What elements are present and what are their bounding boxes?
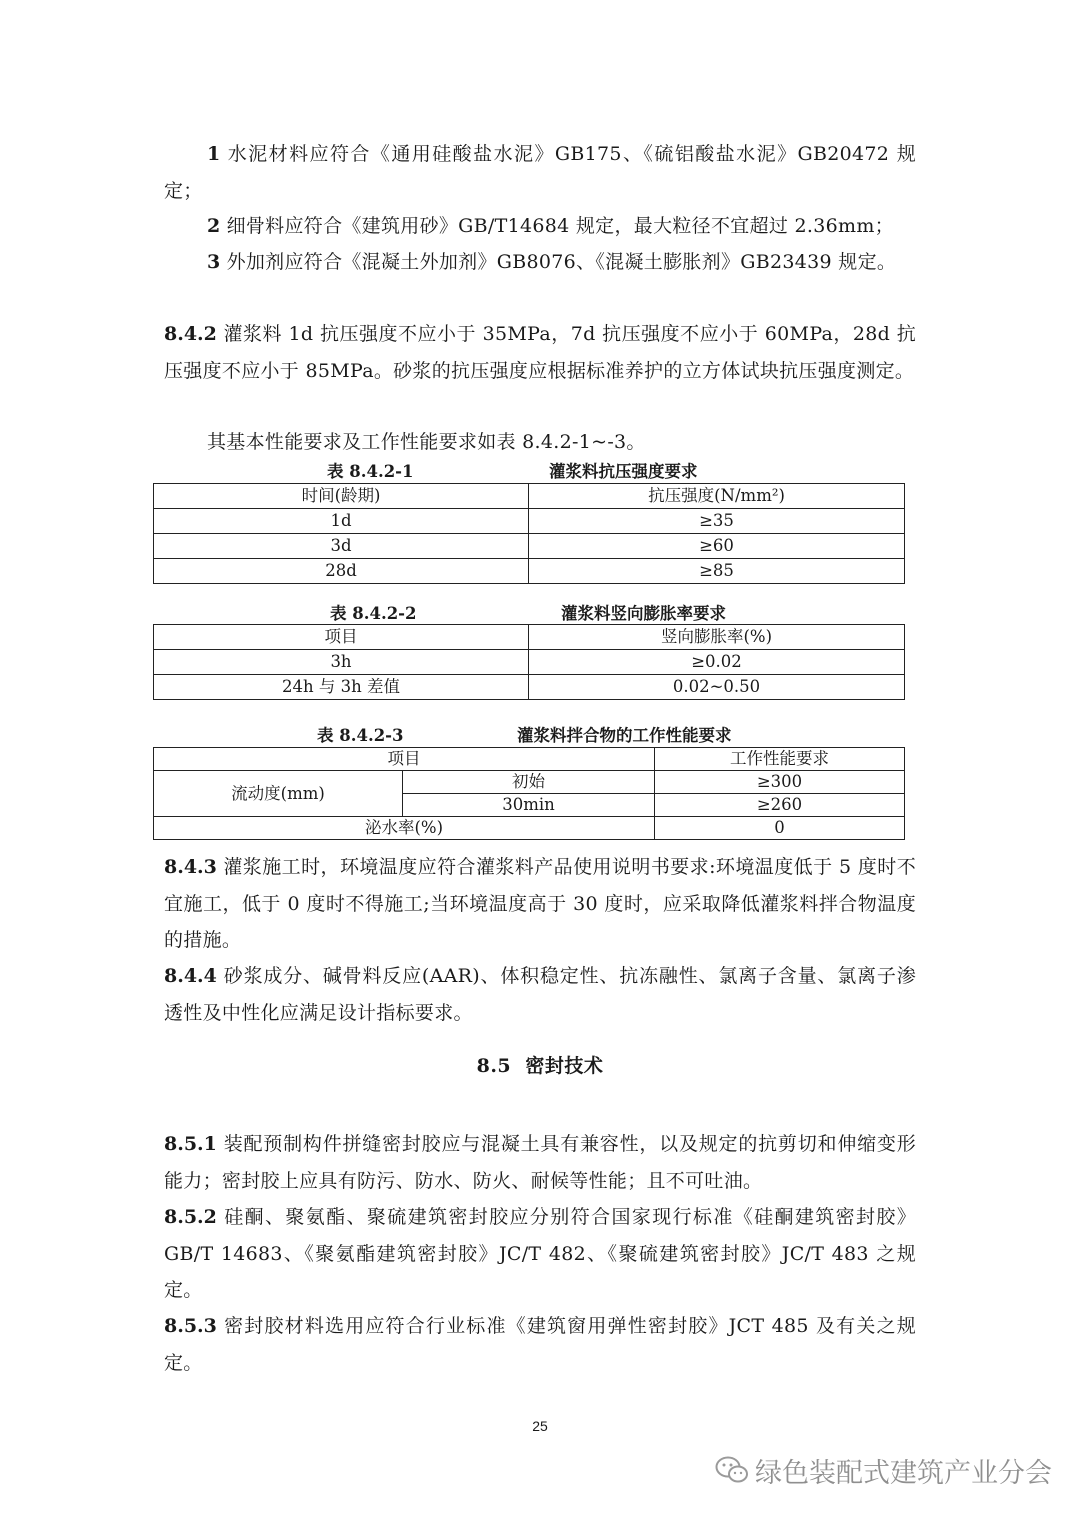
clause-text: 灌浆施工时，环境温度应符合灌浆料产品使用说明书要求:环境温度低于 5 度时不宜施工，低于 0 度时不得施工;当环境温度高于 30 度时，应采取降低灌浆料拌合物温度的措施。 [164,856,916,951]
page-number: 25 [532,1418,548,1434]
table3-title: 灌浆料拌合物的工作性能要求 [517,726,732,745]
table-row [154,675,905,700]
table-row [154,771,905,794]
section-number: 8.5 [476,1055,512,1077]
table-cell: 24h 与 3h 差值 [154,675,529,700]
table-row [154,509,905,534]
table-cell: 3d [154,534,529,559]
clause-number: 8.5.3 [164,1315,217,1337]
table-row [154,534,905,559]
table-row [154,817,905,840]
clause-number: 8.5.2 [164,1206,217,1228]
clause-text: 密封胶材料选用应符合行业标准《建筑窗用弹性密封胶》JCT 485 及有关之规定。 [164,1315,916,1374]
clause-8-4-4 [164,958,916,1031]
table-header-row [154,748,905,771]
table-header-row [154,484,905,509]
watermark [715,1452,1052,1488]
intro-text: 其基本性能要求及工作性能要求如表 8.4.2-1~-3。 [207,431,646,453]
table-row [154,650,905,675]
table-cell: 初始 [403,771,655,794]
clause-text: 装配预制构件拼缝密封胶应与混凝土具有兼容性，以及规定的抗剪切和伸缩变形能力；密封胶上应具有防污、防水、防火、耐候等性能；且不可吐油。 [164,1133,916,1192]
clause-8-4-3 [164,849,916,959]
table1-title: 灌浆料抗压强度要求 [549,462,698,481]
item-number: 3 [207,251,221,273]
table-cell: 1d [154,509,529,534]
clause-number: 8.5.1 [164,1133,217,1155]
paragraph-item-1 [164,136,916,209]
table2-number: 表 8.4.2-2 [330,604,417,623]
table-cell: 流动度(mm) [154,771,403,817]
header-cell: 抗压强度(N/mm²) [529,484,905,509]
watermark-text: 绿色装配式建筑产业分会 [755,1457,1052,1489]
clause-number: 8.4.4 [164,965,217,987]
table3-number: 表 8.4.2-3 [317,726,404,745]
clause-8-5-3 [164,1308,916,1381]
table-cell: ≥260 [655,794,905,817]
header-cell: 项目 [154,625,529,650]
table2-title: 灌浆料竖向膨胀率要求 [561,604,726,623]
clause-text: 砂浆成分、碱骨料反应(AAR)、体积稳定性、抗冻融性、氯离子含量、氯离子渗透性及中性化应满足设计指标要求。 [164,965,916,1024]
item-number: 1 [207,143,221,165]
table-cell: 0.02~0.50 [529,675,905,700]
table-vertical-expansion [153,624,905,700]
table-cell: 28d [154,559,529,584]
section-heading [0,1051,1080,1078]
clause-8-5-2 [164,1199,916,1309]
section-title: 密封技术 [525,1055,604,1077]
clause-text: 灌浆料 1d 抗压强度不应小于 35MPa，7d 抗压强度不应小于 60MPa，28d 抗压强度不应小于 85MPa。砂浆的抗压强度应根据标准养护的立方体试块抗压强度测定。 [164,323,916,382]
clause-number: 8.4.3 [164,856,217,878]
clause-number: 8.4.2 [164,323,217,345]
header-cell: 时间(龄期) [154,484,529,509]
table-cell: 3h [154,650,529,675]
table1-number: 表 8.4.2-1 [327,462,414,481]
table-cell: 泌水率(%) [154,817,655,840]
table-header-row [154,625,905,650]
wechat-icon [715,1455,749,1485]
table-cell: ≥35 [529,509,905,534]
table-row [154,559,905,584]
clause-text: 硅酮、聚氨酯、聚硫建筑密封胶应分别符合国家现行标准《硅酮建筑密封胶》GB/T 14683、《聚氨酯建筑密封胶》JC/T 482、《聚硫建筑密封胶》JC/T 483 之规定。 [164,1206,916,1301]
item-number: 2 [207,215,221,237]
table-cell: 0 [655,817,905,840]
table-cell: ≥0.02 [529,650,905,675]
table-cell: ≥60 [529,534,905,559]
table-working-performance [153,747,905,840]
paragraph-text: 外加剂应符合《混凝土外加剂》GB8076、《混凝土膨胀剂》GB23439 规定。 [220,251,897,273]
clause-8-5-1 [164,1126,916,1199]
paragraph-text: 细骨料应符合《建筑用砂》GB/T14684 规定，最大粒径不宜超过 2.36mm； [220,215,894,237]
table-cell: 30min [403,794,655,817]
paragraph-item-2 [164,208,916,245]
table-cell: ≥300 [655,771,905,794]
header-cell: 工作性能要求 [655,748,905,771]
header-cell: 竖向膨胀率(%) [529,625,905,650]
tables-intro [164,424,916,461]
paragraph-item-3 [164,244,916,281]
clause-8-4-2 [164,316,916,389]
paragraph-text: 水泥材料应符合《通用硅酸盐水泥》GB175、《硫铝酸盐水泥》GB20472 规定； [164,143,916,202]
table-cell: ≥85 [529,559,905,584]
table-compressive-strength [153,483,905,584]
header-cell: 项目 [154,748,655,771]
